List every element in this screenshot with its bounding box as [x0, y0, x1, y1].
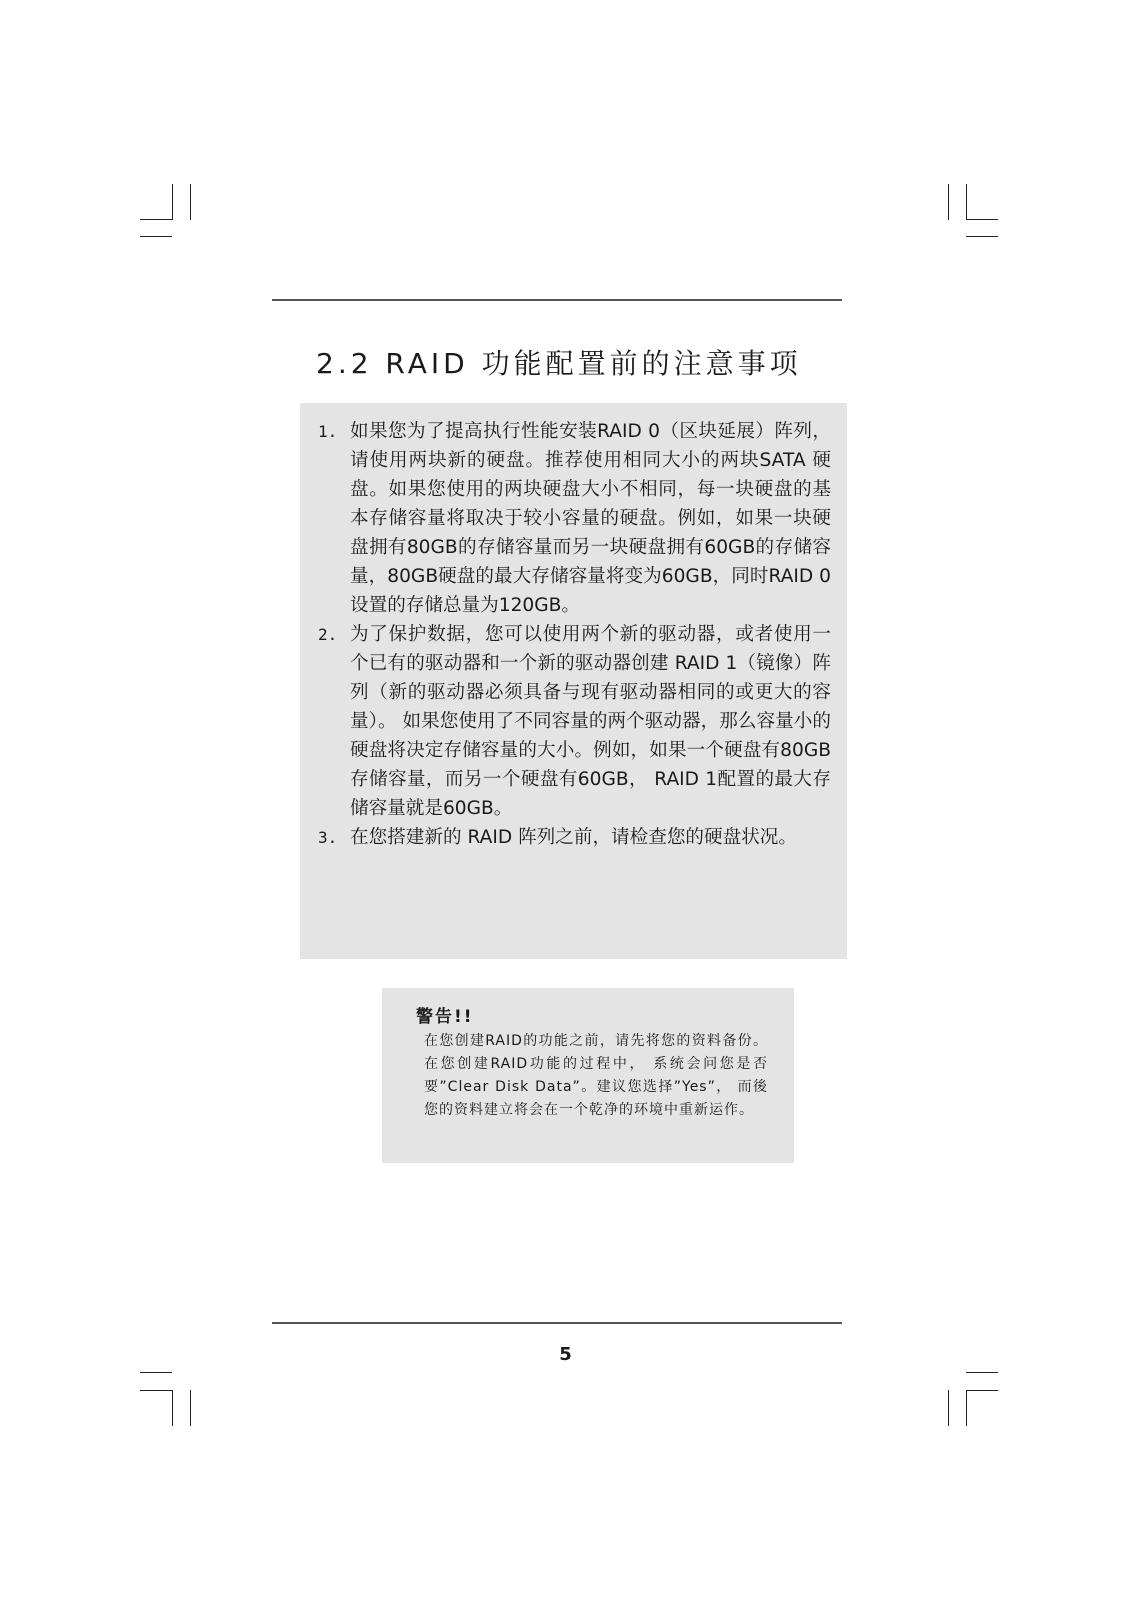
notes-list: [300, 403, 847, 852]
crop-mark: [966, 236, 998, 237]
header-rule: [272, 299, 842, 301]
list-item: [318, 823, 831, 852]
crop-mark: [966, 1390, 998, 1391]
page-number: 5: [559, 1344, 572, 1365]
crop-mark: [948, 184, 949, 220]
warning-title: 警告!!: [416, 1007, 474, 1027]
section-title: 2.2 RAID 功能配置前的注意事项: [316, 347, 802, 380]
crop-mark: [966, 1372, 998, 1373]
crop-mark: [948, 1390, 949, 1426]
item-text: 为了保护数据，您可以使用两个新的驱动器，或者使用一个已有的驱动器和一个新的驱动器创建 RAID 1（镜像）阵列（新的驱动器必须具备与现有驱动器相同的或更大的容量）。 如果您使用了不同容量的两个驱动器，那么容量小的硬盘将决定存储容量的大小。例如，如果一个硬盘有80GB存储容量，而另一个硬盘有60GB， RAID 1配置的最大存储容量就是60GB。: [350, 624, 831, 819]
crop-mark: [172, 1390, 173, 1426]
crop-mark: [140, 219, 172, 220]
crop-mark: [140, 1372, 172, 1373]
crop-mark: [966, 184, 967, 220]
list-item: [318, 620, 831, 823]
notes-box: [300, 403, 847, 959]
item-text: 如果您为了提高执行性能安装RAID 0（区块延展）阵列，请使用两块新的硬盘。推荐使用相同大小的两块SATA 硬盘。如果您使用的两块硬盘大小不相同，每一块硬盘的基本存储容量将取决于较小容量的硬盘。例如，如果一块硬盘拥有80GB的存储容量而另一块硬盘拥有60GB的存储容量，80GB硬盘的最大存储容量将变为60GB，同时RAID 0设置的存储总量为120GB。: [350, 421, 831, 616]
item-number: 2.: [318, 625, 338, 644]
warning-box: [382, 988, 794, 1163]
crop-mark: [966, 219, 998, 220]
crop-mark: [966, 1390, 967, 1426]
list-item: [318, 417, 831, 620]
footer-rule: [272, 1322, 842, 1324]
item-number: 1.: [318, 422, 338, 441]
warning-text: 在您创建RAID的功能之前，请先将您的资料备份。在您创建RAID功能的过程中， 系统会问您是否要”Clear Disk Data”。建议您选择”Yes”， 而後您的资料建立将会在一个乾净的环境中重新运作。: [424, 1033, 768, 1118]
crop-mark: [190, 1390, 191, 1426]
crop-mark: [140, 236, 172, 237]
item-number: 3.: [318, 828, 338, 847]
crop-mark: [172, 184, 173, 220]
item-text: 在您搭建新的 RAID 阵列之前，请检查您的硬盘状况。: [350, 827, 797, 848]
crop-mark: [190, 184, 191, 220]
crop-mark: [140, 1390, 172, 1391]
